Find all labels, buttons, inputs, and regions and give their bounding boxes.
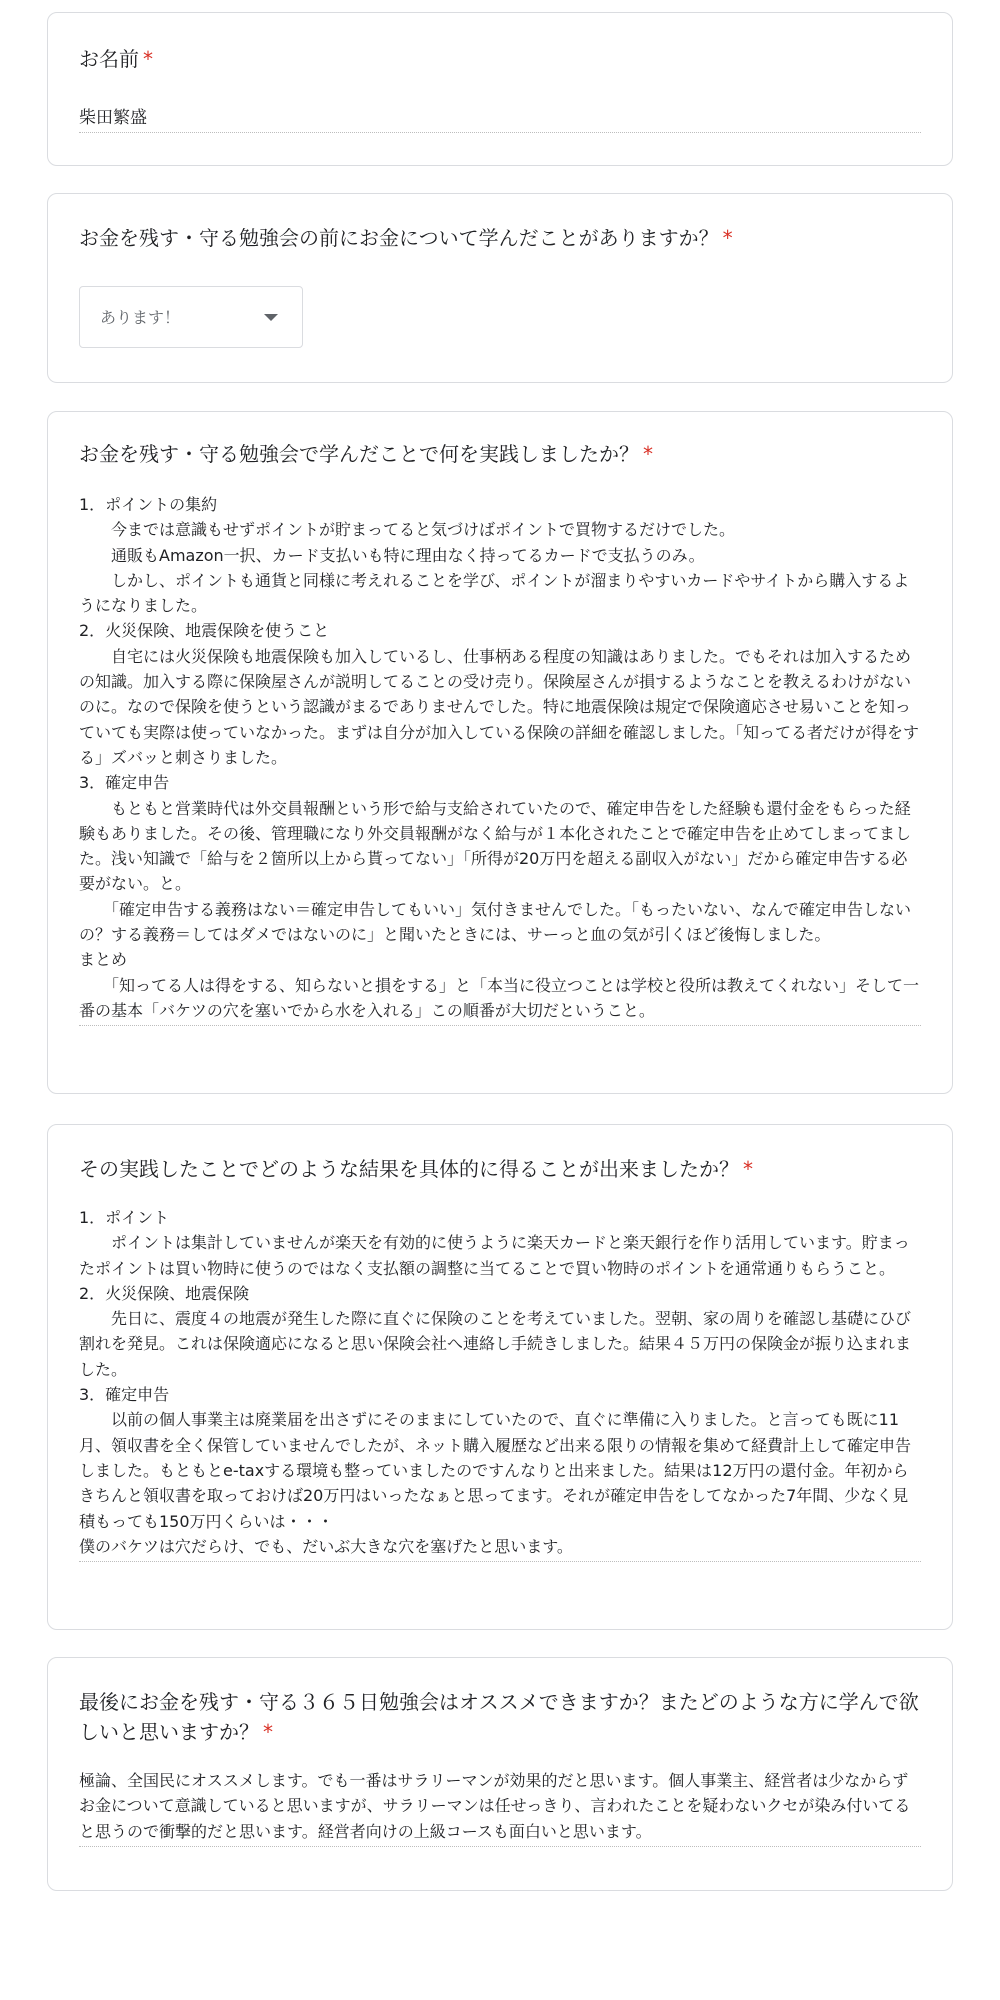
required-asterisk: * <box>643 442 653 466</box>
learned-before-select[interactable] <box>79 286 303 348</box>
name-question-card <box>47 12 953 166</box>
required-asterisk: * <box>263 1720 273 1744</box>
required-asterisk: * <box>722 226 733 250</box>
question-title <box>79 44 153 74</box>
question-label: 最後にお金を残す・守る３６５日勉強会はオススメできますか？またどのような方に学んで欲しいと思いますか？ <box>79 1690 919 1744</box>
question-label: お金を残す・守る勉強会で学んだことで何を実践しましたか？ <box>79 442 639 466</box>
results-card <box>47 1124 953 1630</box>
question-title <box>79 223 733 253</box>
learned-before-card <box>47 193 953 383</box>
name-input[interactable]: 柴田繁盛 <box>79 106 921 133</box>
chevron-down-icon <box>264 314 278 321</box>
practiced-card <box>47 411 953 1094</box>
practiced-answer-textarea[interactable]: 1．ポイントの集約 今までは意識もせずポイントが貯まってると気づけばポイントで買物するだけでした。 通販もAmazon一択、カード支払いも特に理由なく持ってるカードで支払うのみ。 しかし、ポイントも通貨と同様に考えれることを学び、ポイントが溜まりやすいカードやサイトから購入するようになりました。 2．火災保険、地震保険を使うこと 自宅には火災保険も地震保険も加入しているし、仕事柄ある程度の知識はありました。でもそれは加入するための知識。加入する際に保険屋さんが説明してることの受け売り。保険屋さんが損するようなことを教えるわけがないのに。なので保険を使うという認識がまるでありませんでした。特に地震保険は規定で保険適応させ易いことを知っていても実際は使っていなかった。まずは自分が加入している保険の詳細を確認しました。「知ってる者だけが得をする」ズバッと刺さりました。 3．確定申告 もともと営業時代は外交員報酬という形で給与支給されていたので、確定申告をした経験も還付金をもらった経験もありました。その後、管理職になり外交員報酬がなく給与が１本化されたことで確定申告を止めてしまってました。浅い知識で「給与を２箇所以上から貰ってない」「所得が20万円を超える副収入がない」だから確定申告する必要がない。と。 「確定申告する義務はない＝確定申告してもいい」気付きませんでした。「もったいない、なんで確定申告しないの？する義務＝してはダメではないのに」と聞いたときには、サーっと血の気が引くほど後悔しました。 まとめ 「知ってる人は得をする、知らないと損をする」と「本当に役立つことは学校と役所は教えてくれない」そして一番の基本「バケツの穴を塞いでから水を入れる」この順番が大切だということ。 <box>79 492 921 1026</box>
question-title <box>79 1687 921 1747</box>
recommend-answer-textarea[interactable]: 極論、全国民にオススメします。でも一番はサラリーマンが効果的だと思います。個人事業主、経営者は少なからずお金について意識していると思いますが、サラリーマンは任せっきり、言われたことを疑わないクセが染み付いてると思うので衝撃的だと思います。経営者向けの上級コースも面白いと思います。 <box>79 1768 921 1847</box>
select-value: あります！ <box>100 308 181 327</box>
question-label: お名前 <box>79 47 139 71</box>
question-label: その実践したことでどのような結果を具体的に得ることが出来ましたか？ <box>79 1157 739 1181</box>
required-asterisk: * <box>143 47 153 71</box>
recommend-card <box>47 1657 953 1891</box>
required-asterisk: * <box>743 1157 753 1181</box>
question-label: お金を残す・守る勉強会の前にお金について学んだことがありますか？ <box>79 226 719 250</box>
results-answer-textarea[interactable]: 1．ポイント ポイントは集計していませんが楽天を有効的に使うように楽天カードと楽天銀行を作り活用しています。貯まったポイントは買い物時に使うのではなく支払額の調整に当てることで買い物時のポイントを通常通りもらうこと。 2．火災保険、地震保険 先日に、震度４の地震が発生した際に直ぐに保険のことを考えていました。翌朝、家の周りを確認し基礎にひび割れを発見。これは保険適応になると思い保険会社へ連絡し手続きしました。結果４５万円の保険金が振り込まれました。 3．確定申告 以前の個人事業主は廃業届を出さずにそのままにしていたので、直ぐに準備に入りました。と言っても既に11月、領収書を全く保管していませんでしたが、ネット購入履歴など出来る限りの情報を集めて経費計上して確定申告しました。もともとe-taxする環境も整っていましたのですんなりと出来ました。結果は12万円の還付金。年初からきちんと領収書を取っておけば20万円はいったなぁと思ってます。それが確定申告をしてなかった7年間、少なく見積もっても150万円くらいは・・・ 僕のバケツは穴だらけ、でも、だいぶ大きな穴を塞げたと思います。 <box>79 1205 921 1562</box>
question-title <box>79 439 653 469</box>
question-title <box>79 1154 753 1184</box>
